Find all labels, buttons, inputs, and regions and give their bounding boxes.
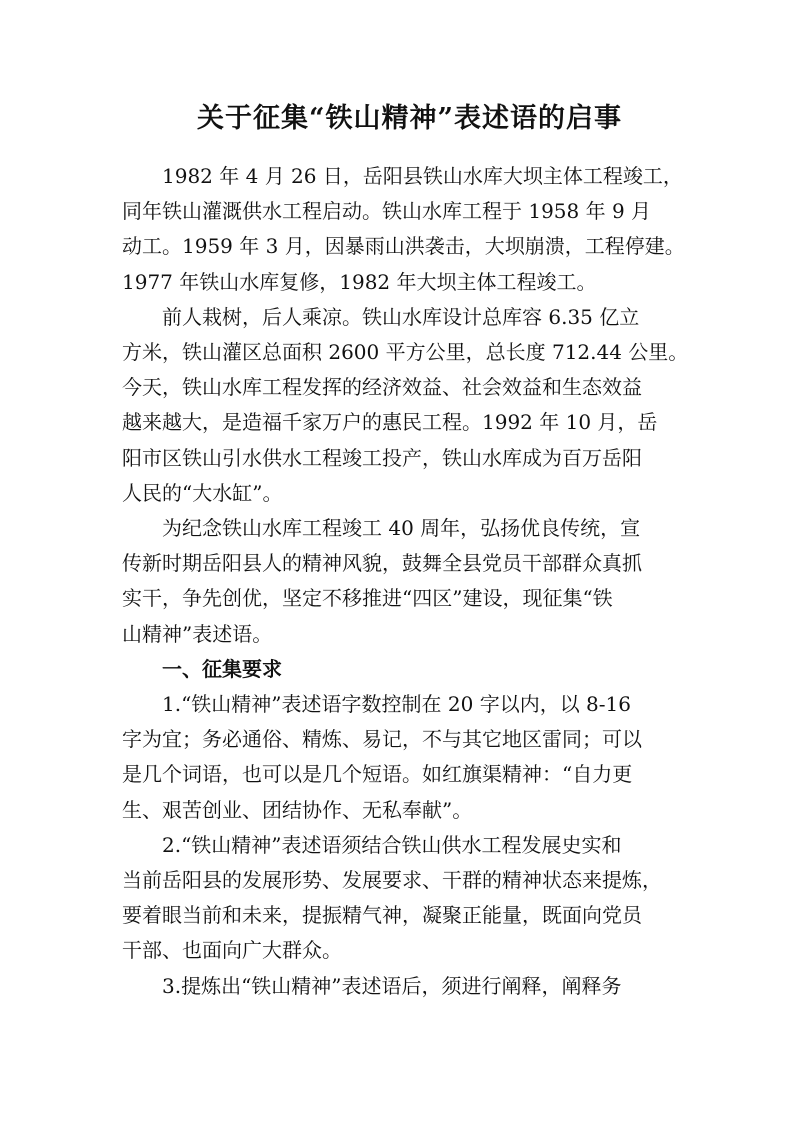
text-line: 干部、也面向广大群众。 [122, 938, 342, 963]
document-page [122, 96, 687, 1004]
text-line: 当前岳阳县的发展形势、发展要求、干群的精神状态来提炼， [122, 868, 662, 893]
text-line: 阳市区铁山引水供水工程竣工投产，铁山水库成为百万岳阳 [122, 445, 642, 470]
text-line: 实干，争先创优，坚定不移推进“四区”建设，现征集“铁 [122, 586, 613, 611]
text-line: 山精神”表述语。 [122, 621, 273, 646]
requirement-item-2 [122, 828, 687, 969]
text-line: 方米，铁山灌区总面积 2600 平方公里，总长度 712.44 公里。 [122, 340, 689, 365]
intro-paragraph-2 [122, 300, 687, 511]
text-line: 要着眼当前和未来，提振精气神，凝聚正能量，既面向党员 [122, 903, 642, 928]
requirement-item-3 [122, 969, 687, 1004]
intro-paragraph-1 [122, 159, 687, 300]
text-line: 1982 年 4 月 26 日，岳阳县铁山水库大坝主体工程竣工， [162, 164, 683, 188]
text-line: 2.“铁山精神”表述语须结合铁山供水工程发展史实和 [162, 832, 622, 857]
text-line: 越来越大，是造福千家万户的惠民工程。1992 年 10 月，岳 [122, 410, 658, 435]
text-line: 动工。1959 年 3 月，因暴雨山洪袭击，大坝崩溃，工程停建。 [122, 234, 685, 259]
text-line: 人民的“大水缸”。 [122, 480, 283, 505]
text-line: 是几个词语，也可以是几个短语。如红旗渠精神：“自力更 [122, 762, 633, 787]
text-line: 生、艰苦创业、团结协作、无私奉献”。 [122, 797, 473, 822]
text-line: 今天，铁山水库工程发挥的经济效益、社会效益和生态效益 [122, 375, 642, 400]
text-line: 1.“铁山精神”表述语字数控制在 20 字以内，以 8-16 [162, 692, 631, 717]
requirement-item-1 [122, 687, 687, 828]
text-line: 前人栽树，后人乘凉。铁山水库设计总库容 6.35 亿立 [162, 304, 640, 329]
text-line: 同年铁山灌溉供水工程启动。铁山水库工程于 1958 年 9 月 [122, 199, 652, 224]
section-heading-requirements: 一、征集要求 [162, 656, 282, 681]
text-line: 3.提炼出“铁山精神”表述语后，须进行阐释，阐释务 [162, 973, 622, 998]
intro-paragraph-3 [122, 511, 687, 652]
document-title: 关于征集“铁山精神”表述语的启事 [196, 103, 623, 134]
text-line: 1977 年铁山水库复修，1982 年大坝主体工程竣工。 [122, 269, 597, 294]
text-line: 字为宜；务必通俗、精炼、易记，不与其它地区雷同；可以 [122, 727, 642, 752]
text-line: 为纪念铁山水库工程竣工 40 周年，弘扬优良传统，宣 [162, 516, 641, 541]
text-line: 传新时期岳阳县人的精神风貌，鼓舞全县党员干部群众真抓 [122, 551, 642, 576]
